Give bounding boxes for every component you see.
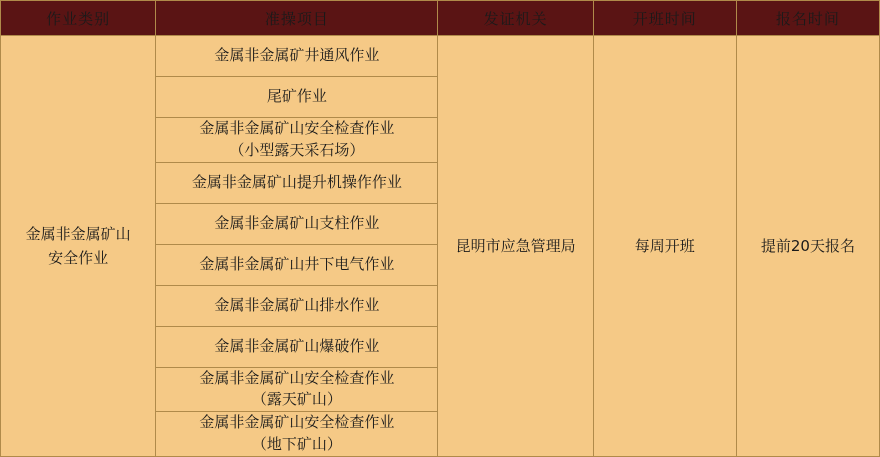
table-row [1,36,880,77]
cell-item [156,36,438,77]
category-line-1: 金属非金属矿山 [25,224,131,243]
cell-item [156,77,438,118]
item-line-2: （露天矿山） [251,390,342,409]
column-header-schedule: 开班时间 [593,1,736,36]
item-line-1: 金属非金属矿山支柱作业 [214,213,380,232]
cell-item [156,326,438,367]
cell-item [156,285,438,326]
column-header-items: 准操项目 [156,1,438,36]
item-line-1: 金属非金属矿山井下电气作业 [199,254,395,273]
category-line-2: 安全作业 [48,248,109,267]
item-line-1: 金属非金属矿山提升机操作作业 [191,172,402,191]
cell-signup: 提前20天报名 [736,36,879,457]
table-header [1,1,880,36]
cell-agency: 昆明市应急管理局 [438,36,593,457]
column-header-category: 作业类别 [1,1,156,36]
cell-item [156,203,438,244]
item-line-1: 金属非金属矿山爆破作业 [214,336,380,355]
cell-schedule: 每周开班 [593,36,736,457]
cell-item [156,244,438,285]
cell-item [156,162,438,203]
column-header-signup: 报名时间 [736,1,879,36]
item-line-1: 金属非金属矿山安全检查作业 [199,119,395,137]
cell-item [156,367,438,412]
column-header-agency: 发证机关 [438,1,593,36]
table-header-row [1,1,880,36]
item-line-1: 尾矿作业 [266,87,327,106]
item-line-1: 金属非金属矿山排水作业 [214,295,380,314]
item-line-1: 金属非金属矿井通风作业 [214,46,380,65]
item-line-1: 金属非金属矿山安全检查作业 [199,413,395,431]
item-line-2: （地下矿山） [251,434,342,453]
cell-item [156,118,438,163]
item-line-2: （小型露天采石场） [229,140,365,159]
cell-category [1,36,156,457]
cell-item [156,412,438,457]
item-line-1: 金属非金属矿山安全检查作业 [199,368,395,387]
table-body [1,36,880,457]
